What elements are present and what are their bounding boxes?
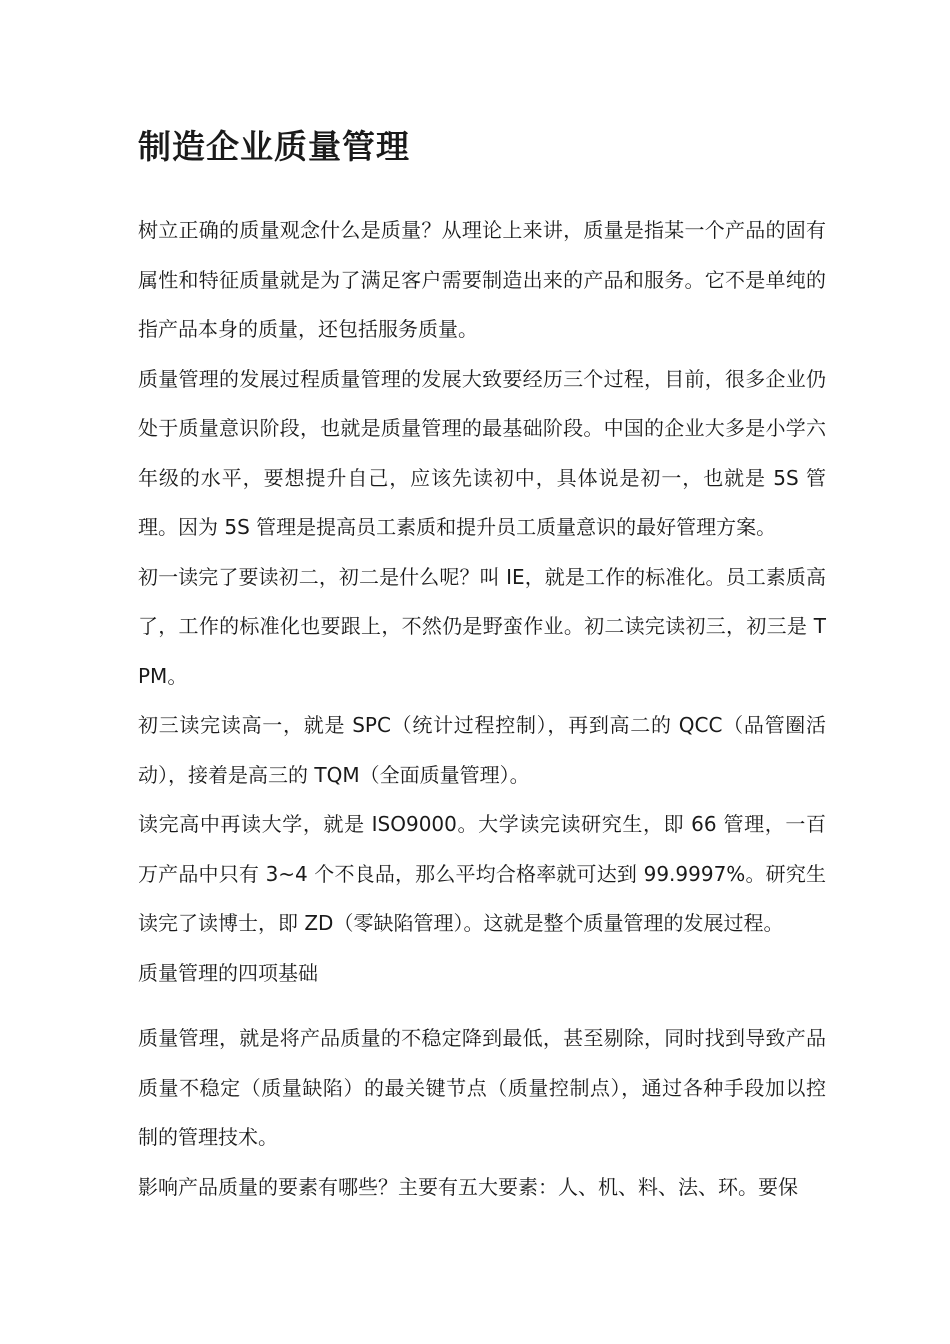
paragraph-quality-concept: 树立正确的质量观念什么是质量？从理论上来讲，质量是指某一个产品的固有属性和特征质量就是为了满足客户需要制造出来的产品和服务。它不是单纯的指产品本身的质量，还包括服务质量。 [138,218,826,341]
paragraph-five-factors: 影响产品质量的要素有哪些？主要有五大要素：人、机、料、法、环。要保 [138,1174,798,1199]
document-body [138,206,826,1212]
paragraph-quality-management-definition: 质量管理，就是将产品质量的不稳定降到最低，甚至剔除，同时找到导致产品质量不稳定（质量缺陷）的最关键节点（质量控制点），通过各种手段加以控制的管理技术。 [138,1026,826,1149]
section-subheading: 质量管理的四项基础 [138,960,318,985]
paragraph-iso-zd: 读完高中再读大学，就是 ISO9000。大学读完读研究生，即 66 管理，一百万产品中只有 3~4 个不良品，那么平均合格率就可达到 99.9997%。研究生读完了读博士，即 ZD（零缺陷管理）。这就是整个质量管理的发展过程。 [138,812,826,935]
paragraph-ie-tpm: 初一读完了要读初二，初二是什么呢？叫 IE，就是工作的标准化。员工素质高了，工作的标准化也要跟上，不然仍是野蛮作业。初二读完读初三，初三是 TPM。 [138,564,826,688]
document-title: 制造企业质量管理 [138,127,410,166]
paragraph-spc-qcc-tqm: 初三读完读高一，就是 SPC（统计过程控制），再到高二的 QCC（品管圈活动），接着是高三的 TQM（全面质量管理）。 [138,713,826,787]
paragraph-development-process: 质量管理的发展过程质量管理的发展大致要经历三个过程，目前，很多企业仍处于质量意识阶段，也就是质量管理的最基础阶段。中国的企业大多是小学六年级的水平，要想提升自己，应该先读初中，具体说是初一，也就是 5S 管理。因为 5S 管理是提高员工素质和提升员工质量意识的最好管理方案。 [138,366,826,539]
